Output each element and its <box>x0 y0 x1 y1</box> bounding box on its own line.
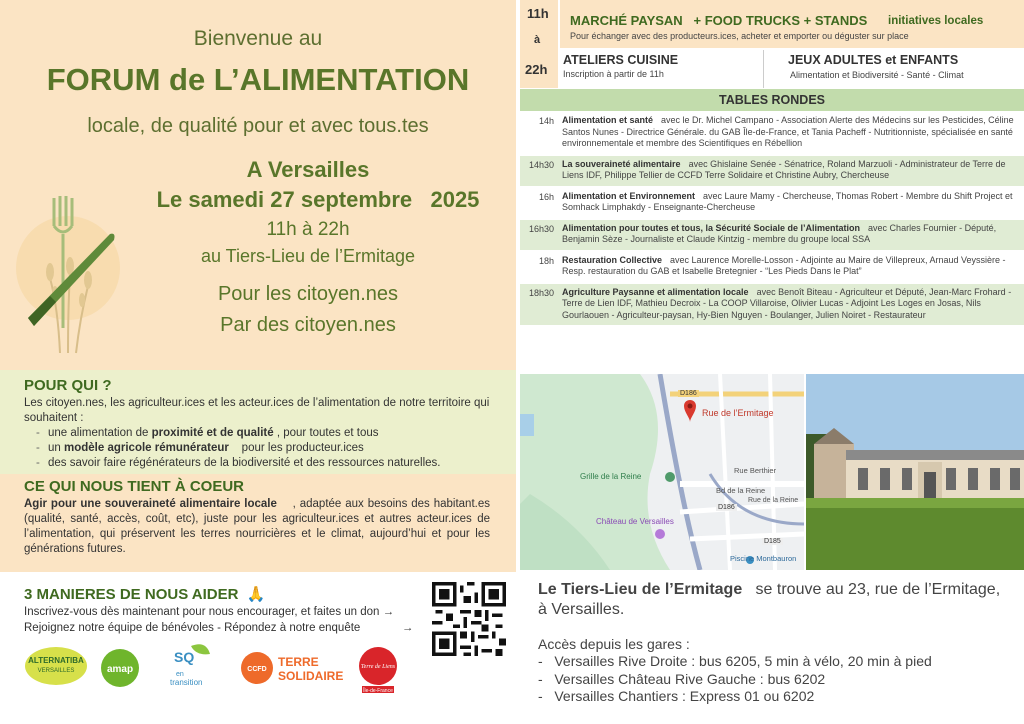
by-citizens-text: Par des citoyen.nes <box>220 314 396 336</box>
row-text: avec Laure Mamy - Chercheuse, Thomas Robert - Membre du Shift Project et Somhack Limphakdy - Enseignante-Chercheuse <box>562 190 1013 212</box>
ccfd-terre-solidaire-logo <box>240 650 344 686</box>
venue-address: Le Tiers-Lieu de l’Ermitage se trouve au 23, rue de l’Ermitage, à Versailles. <box>538 581 1005 618</box>
row-title: Agriculture Paysanne et alimentation locale <box>562 286 749 297</box>
forum-subtitle: locale, de qualité pour et avec tous.tes <box>87 115 429 137</box>
row-time: 16h30 <box>528 223 554 234</box>
transition-logo-text-2: transition <box>170 678 203 687</box>
terre-liens-logo-text: Terre de Liens <box>360 664 396 670</box>
event-hours: 11h à 22h <box>266 219 350 240</box>
coeur-bold: Agir pour une souveraineté alimentaire locale <box>24 498 277 510</box>
map-label: Rue de la Reine <box>748 497 799 504</box>
welcome-text: Bienvenue au <box>193 27 323 50</box>
row-text: avec Charles Fournier - Député, Benjamin Sèze - Journaliste et Claude Kintzig - membre du groupe local SSA <box>562 222 997 244</box>
qr-code[interactable] <box>432 582 506 656</box>
row-title: Restauration Collective <box>562 254 663 265</box>
hours-end: 22h <box>525 62 548 77</box>
map-road-d186: D186 <box>680 390 697 397</box>
map-label: Rue Berthier <box>734 466 777 475</box>
arrow-right-icon: → <box>401 622 414 634</box>
venue-name: Le Tiers-Lieu de l’Ermitage <box>538 581 743 598</box>
alternatiba-logo-text-1: ALTERNATIBA <box>28 656 84 665</box>
row-title: Alimentation pour toutes et tous, la Sécurité Sociale de l’Alimentation <box>562 222 861 233</box>
list-item: - Versailles Chantiers : Express 01 ou 6202 <box>538 688 815 704</box>
map-label: Grille de la Reine <box>580 472 642 481</box>
table-row <box>520 156 1024 188</box>
table-row <box>520 220 1024 252</box>
tables-rondes-header <box>520 89 1024 111</box>
hours-start: 11h <box>527 6 549 21</box>
forum-title: FORUM de L’ALIMENTATION <box>46 62 470 97</box>
help-donate-link[interactable]: Inscrivez-vous dès maintenant pour nous encourager, et faites un don → <box>24 606 395 618</box>
list-item: - un modèle agricole rémunérateur pour les producteur.ices <box>36 441 506 456</box>
row-time: 14h30 <box>528 159 554 170</box>
row-time: 16h <box>538 191 554 202</box>
access-title: Accès depuis les gares : <box>538 636 690 652</box>
terre-de-liens-logo <box>356 646 400 694</box>
row-title: Alimentation et Environnement <box>562 190 696 201</box>
row-text: avec le Dr. Michel Campano - Association Alerte des Médecins sur les Pesticides, Céline Santos Nunes - Directrice Générale. du GAB Île-de-France, et Tania Pacheff - Nutritionniste, spécialisée en santé environnementale et membre des Scientifiques en Rébellion <box>562 115 1014 148</box>
row-title: Alimentation et santé <box>562 115 654 125</box>
row-text: avec Benoît Biteau - Agriculteur et Député, Jean-Marc Frohard - Terre de Lien IDF, Mathieu Decroix - La COOP Villaroise, Olivier Lucas - Adjoint Les Loges en Josas, Nils Gourlaouen - Agriculteur-paysan, Hy-Bien Nguyen - Boulanger, Julien Noiret - Restaurateur <box>562 286 1012 320</box>
pray-icon: 🙏 <box>246 586 266 603</box>
map-pin-label: Rue de l’Ermitage <box>702 408 774 418</box>
row-time: 14h <box>538 116 554 126</box>
access-list <box>538 653 932 706</box>
fork-knife-wheat-illustration <box>10 168 122 358</box>
table-row <box>520 252 1024 284</box>
help-volunteer-link[interactable]: Rejoignez notre équipe de bénévoles - Répondez à notre enquête → <box>24 622 414 634</box>
table-row <box>520 284 1024 328</box>
list-item: - une alimentation de proximité et de qualité , pour toutes et tous <box>36 426 506 441</box>
for-citizens-text: Pour les citoyen.nes <box>217 283 399 305</box>
event-date: Le samedi 27 septembre 2025 <box>156 187 480 212</box>
terre-logo-text-2: SOLIDAIRE <box>278 669 344 683</box>
ateliers-title: ATELIERS CUISINE <box>563 53 679 67</box>
map-label: Piscine Montbauron <box>730 554 797 563</box>
idf-logo-text: Île-de-France <box>363 688 393 694</box>
divider <box>763 50 764 88</box>
ccfd-logo-text: CCFD <box>247 666 267 673</box>
tables-rondes-title: TABLES RONDES <box>718 93 826 107</box>
map-road-d186-2: D186 <box>718 504 735 511</box>
jeux-subtitle: Alimentation et Biodiversité - Santé - Climat <box>790 70 964 80</box>
ateliers-subtitle: Inscription à partir de 11h <box>563 69 664 79</box>
row-time: 18h30 <box>528 287 554 298</box>
venue-photo <box>806 374 1024 570</box>
row-text: avec Ghislaine Senée - Sénatrice, Roland Marzuoli - Administrateur de Terre de Liens IDF, Philippe Tellier de CCFD Terre Solidaire et Christine Aubry, Chercheuse <box>562 158 1006 180</box>
table-row <box>520 188 1024 220</box>
list-item: - des savoir faire régénérateurs de la biodiversité et des ressources naturelles. <box>36 456 506 471</box>
row-time: 18h <box>538 255 554 266</box>
map-road-d185: D185 <box>764 538 781 545</box>
row-text: avec Laurence Morelle-Losson - Adjointe au Maire de Villepreux, Arnaud Veyssière - Resp. restauration du GAB et Isabelle Bretegnier - “Les Pieds Dans le Plat” <box>562 254 1006 276</box>
location-map[interactable] <box>520 374 804 570</box>
amap-logo <box>100 648 140 688</box>
list-item: - Versailles Château Rive Gauche : bus 6202 <box>538 670 826 687</box>
svg-text:SQ: SQ <box>174 649 195 665</box>
table-row <box>520 112 1024 156</box>
terre-logo-text-1: TERRE <box>278 655 319 669</box>
marche-subtitle: Pour échanger avec des producteurs.ices, acheter et emporter ou déguster sur place <box>570 31 909 41</box>
alternatiba-logo-text-2: VERSAILLES <box>37 668 75 674</box>
city-text: A Versailles <box>246 157 370 182</box>
jeux-title: JEUX ADULTES et ENFANTS <box>788 53 959 67</box>
marche-title: MARCHÉ PAYSAN + FOOD TRUCKS + STANDS <box>570 13 868 28</box>
tables-rondes-list <box>520 112 1024 327</box>
alternatiba-logo <box>24 646 88 686</box>
transition-logo-text-1: en <box>176 671 184 678</box>
sqy-transition-logo <box>166 640 216 692</box>
row-title: La souveraineté alimentaire <box>562 158 681 169</box>
amap-logo-text: amap <box>106 664 134 675</box>
hours-to: à <box>534 34 541 46</box>
pour-qui-title: POUR QUI ? <box>24 377 112 394</box>
list-item: - Versailles Rive Droite : bus 6205, 5 min à vélo, 20 min à pied <box>538 653 932 669</box>
event-venue: au Tiers-Lieu de l’Ermitage <box>200 246 416 266</box>
help-title: 3 MANIERES DE NOUS AIDER 🙏 <box>24 586 266 603</box>
arrow-right-icon: → <box>382 606 395 618</box>
pour-qui-list <box>36 426 506 471</box>
map-label: Bd de la Reine <box>716 486 766 495</box>
coeur-title: CE QUI NOUS TIENT À COEUR <box>24 478 245 495</box>
marche-tag: initiatives locales <box>888 15 984 27</box>
coeur-text: Agir pour une souveraineté alimentaire locale , adaptée aux besoins des habitant.es (qualité, santé, accès, coût, etc), juste pour les agriculteur.ices et autres acteur.ices de l’alimentation, qui préservent les terres nourricières et le climat, aujourd’hui et pour les générations futures. <box>24 498 494 555</box>
pour-qui-intro: Les citoyen.nes, les agriculteur.ices et les acteur.ices de l’alimentation de notre territoire qui souhaitent : <box>24 397 490 424</box>
map-label: Château de Versailles <box>596 517 674 526</box>
